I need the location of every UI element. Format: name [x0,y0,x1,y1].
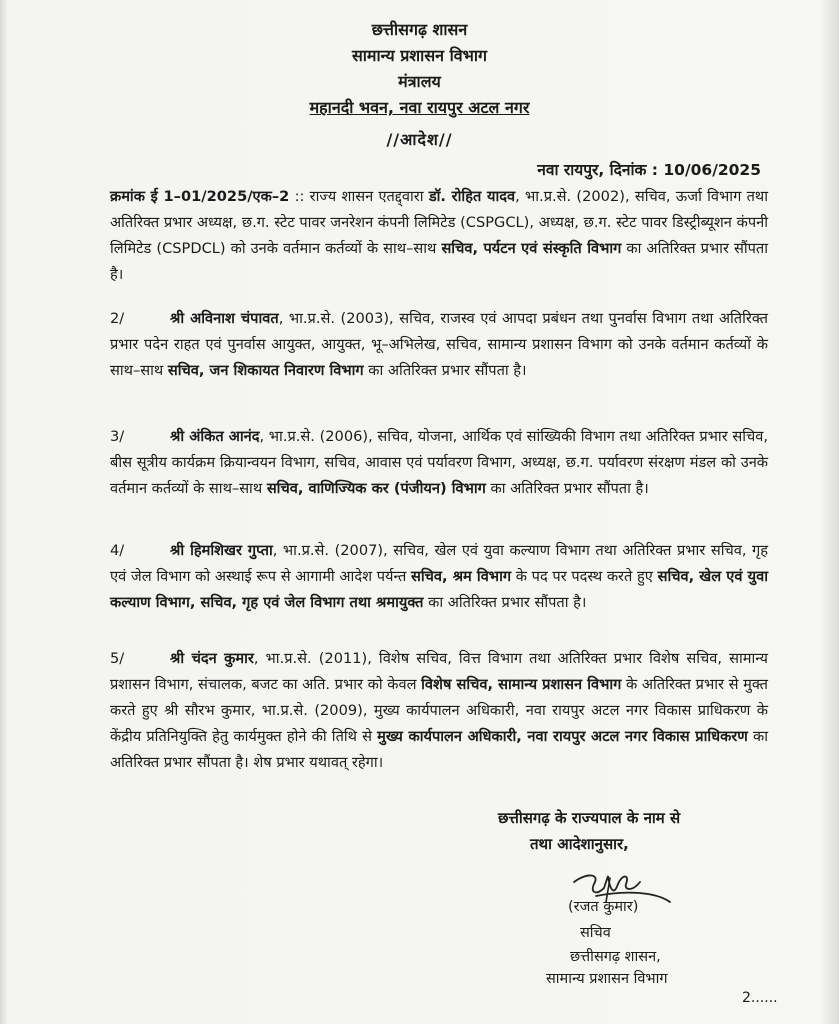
signatory-designation: सचिव [580,925,611,941]
p5-post-1: विशेष सचिव, सामान्य प्रशासन विभाग [421,676,622,693]
p4-number: 4/ [110,542,125,559]
p2-number: 2/ [110,310,125,327]
paragraph-5 [110,646,768,776]
signatory-department: सामान्य प्रशासन विभाग [546,971,668,987]
p5-text-2: के अतिरिक्त प्रभार से मुक्त करते हुए श्री सौरभ कुमार, भा.प्र.से. (2009), मुख्य कार्यपालन अधिकारी, नवा रायपुर अटल नगर विकास प्राधिकरण के केंद्रीय प्रतिनियुक्ति हेतु कार्यमुक्त होने की तिथि से [110,676,768,745]
paragraph-3 [110,424,768,502]
p1-officer-name: डॉ. रोहित यादव [428,188,516,205]
p2-text-1: , भा.प्र.से. (2003), सचिव, राजस्व एवं आपदा प्रबंधन तथा पुनर्वास विभाग तथा अतिरिक्त प्रभार पदेन राहत एवं पुनर्वास आयुक्त, आयुक्त, भू–अभिलेख, सचिव, सामान्य प्रशासन विभाग को उनके वर्तमान कर्तव्यों के साथ–साथ [110,310,768,379]
p1-text-1: :: राज्य शासन एतद्द्वारा [289,188,429,205]
page-number: 2...... [742,990,778,1006]
p4-post-1: सचिव, श्रम विभाग [410,568,512,585]
signatory-name: (रजत कुमार) [568,899,639,915]
p3-text-1: , भा.प्र.से. (2006), सचिव, योजना, आर्थिक एवं सांख्यिकी विभाग तथा अतिरिक्त प्रभार सचिव, बीस सूत्रीय कार्यक्रम क्रियान्वयन विभाग, सचिव, आवास एवं पर्यावरण विभाग, अध्यक्ष, छ.ग. पर्यावरण संरक्षण मंडल को उनके वर्तमान कर्तव्यों के साथ–साथ [110,428,768,497]
p5-text-1: , भा.प्र.से. (2011), विशेष सचिव, वित्त विभाग तथा अतिरिक्त प्रभार विशेष सचिव, सामान्य प्रशासन विभाग, संचालक, बजट का अति. प्रभार को केवल [110,650,768,693]
p3-number: 3/ [110,428,125,445]
order-reference: क्रमांक ई 1–01/2025/एक–2 [110,188,290,205]
header-address: महानदी भवन, नवा रायपुर अटल नगर [309,98,530,117]
p3-text-2: का अतिरिक्त प्रभार सौंपता है। [485,480,649,497]
p4-text-2: के पद पर पदस्थ करते हुए [511,568,658,585]
p2-officer-name: श्री अविनाश चंपावत [170,310,279,327]
p4-text-1: , भा.प्र.से. (2007), सचिव, खेल एवं युवा कल्याण विभाग तथा अतिरिक्त प्रभार सचिव, गृह एवं जेल विभाग को अस्थाई रूप से आगामी आदेश पर्यन्त [110,542,768,585]
p5-officer-name: श्री चंदन कुमार [170,650,254,667]
p1-post: सचिव, पर्यटन एवं संस्कृति विभाग [441,240,622,257]
p4-post-2: सचिव, खेल एवं युवा कल्याण विभाग, सचिव, गृह एवं जेल विभाग तथा श्रमायुक्त [110,568,768,611]
closing-line-1: छत्तीसगढ़ के राज्यपाल के नाम से [498,809,681,827]
p3-post: सचिव, वाणिज्यिक कर (पंजीयन) विभाग [266,480,486,497]
p2-post: सचिव, जन शिकायत निवारण विभाग [167,362,364,379]
paragraph-4 [110,538,768,616]
p4-text-3: का अतिरिक्त प्रभार सौंपता है। [423,594,587,611]
header-office: मंत्रालय [398,72,441,91]
paragraph-1 [110,184,768,288]
signatory-govt: छत्तीसगढ़ शासन, [570,949,661,965]
header-department: सामान्य प्रशासन विभाग [351,46,488,65]
order-title: //आदेश// [386,130,453,149]
paragraph-2 [110,306,768,384]
p5-text-3: का अतिरिक्त प्रभार सौंपता है। शेष प्रभार यथावत् रहेगा। [110,728,768,771]
header-govt: छत्तीसगढ़ शासन [371,20,468,39]
p1-text-2: , भा.प्र.से. (2002), सचिव, ऊर्जा विभाग तथा अतिरिक्त प्रभार अध्यक्ष, छ.ग. स्टेट पावर जनरेशन कंपनी लिमिटेड (CSPGCL), अध्यक्ष, छ.ग. स्टेट पावर डिस्ट्रीब्यूशन कंपनी लिमिटेड (CSPDCL) को उनके वर्तमान कर्तव्यों के साथ–साथ [110,188,768,257]
p5-number: 5/ [110,650,125,667]
p3-officer-name: श्री अंकित आनंद [170,428,260,445]
dateline: नवा रायपुर, दिनांक : 10/06/2025 [537,161,761,179]
p1-text-3: का अतिरिक्त प्रभार सौंपता है। [110,240,768,283]
p4-officer-name: श्री हिमशिखर गुप्ता [170,542,273,559]
p2-text-2: का अतिरिक्त प्रभार सौंपता है। [363,362,527,379]
closing-line-2: तथा आदेशानुसार, [530,835,629,853]
p5-post-2: मुख्य कार्यपालन अधिकारी, नवा रायपुर अटल नगर विकास प्राधिकरण [377,728,748,745]
